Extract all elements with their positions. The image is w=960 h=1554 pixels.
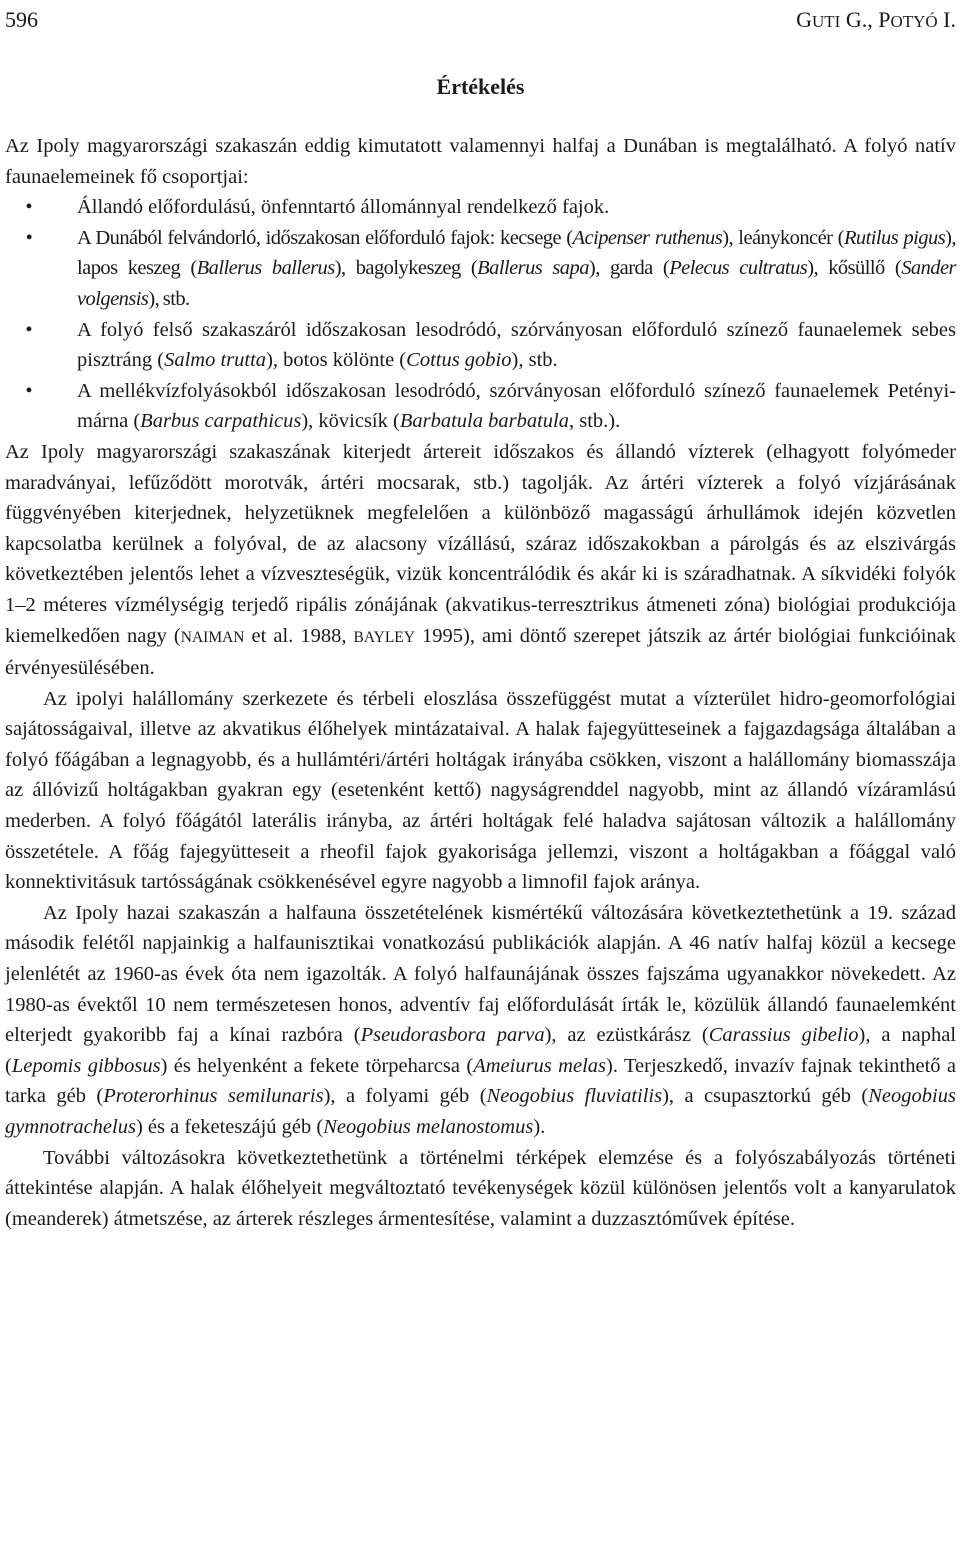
species-name: Ballerus sapa	[477, 257, 589, 280]
species-name: Carassius gibelio	[708, 1024, 859, 1047]
text-run: ) és helyenként a fekete törpeharcsa (	[160, 1054, 474, 1077]
citation-author: BAYLEY	[353, 628, 415, 646]
text-run: ), a naphal (	[5, 1024, 957, 1077]
species-name: Cottus gobio	[406, 349, 512, 372]
text-run: ), az ezüstkárász (	[544, 1024, 709, 1047]
list-item	[5, 376, 956, 437]
text-run: ), a csupasztorkú géb (	[662, 1085, 869, 1108]
text-run: ) és a feketeszájú géb (	[135, 1116, 324, 1138]
list-item	[5, 315, 956, 376]
text-run: Az Ipoly magyarországi szakaszának kiterjedt ártereit időszakos és állandó vízterek (elhagyott folyómeder maradványai, lefűződött morotvák, ártéri mocsarak, stb.) tagolják. Az ártéri vízterek a folyó vízjárásának függvényében kiterjednek, helyzetüknek megfelelően a különböző magasságú árhullámok idején közvetlen kapcsolatba kerülnek a folyóval, de az alacsony vízállású, száraz időszakokban a párolgás és az elszivárgás következtében jelentős lehet a vízveszteségük, vizük koncentrálódik és akár ki is száradhatnak. A síkvidéki folyók 1–2 méteres vízmélységig terjedő ripális zónájának (akvatikus-terresztrikus átmeneti zóna) biológiai produkciója kiemelkedően nagy (	[5, 440, 956, 647]
text-run: et al. 1988,	[244, 624, 354, 647]
text-run: ), a folyami géb (	[323, 1085, 487, 1108]
text-run: ), stb.	[148, 287, 190, 310]
list-item-text	[77, 319, 956, 372]
text-run: ), stb.	[511, 349, 558, 372]
species-name: Barbatula barbatula	[399, 410, 569, 433]
list-item-text	[77, 227, 956, 310]
species-name: Neogobius gymnotrachelus	[5, 1085, 956, 1138]
list-item	[5, 223, 956, 315]
text-run: ). Terjeszkedő, invazív fajnak tekinthető a tarka géb (	[5, 1054, 956, 1108]
text-run: A Dunából felvándorló, időszakosan előforduló fajok: kecsege (	[77, 226, 573, 249]
text-run: , stb.).	[568, 410, 621, 433]
bullet-icon: •	[25, 318, 33, 341]
text-run: Az ipolyi halállomány szerkezete és térbeli eloszlása összefüggést mutat a vízterület hidro-geomorfológiai sajátosságaival, illetve az akvatikus élőhelyek mintázataival. A halak fajegyütteseinek a fajgazdagsága általában a folyó főágában a legnagyobb, és a hullámtéri/ártéri holtágak irányába csökken, viszont a halállomány biomasszája az állóvizű holtágakban gyakran egy (esetenként kettő) nagyságrenddel nagyobb, mint az állandó vízáramlású mederben. A folyó főágától laterális irányba, az ártéri holtágak felé haladva sajátosan változik a halállomány összetétele. A főág fajegyütteseit a rheofil fajok gyakorisága jellemzi, viszont a holtágakban a főággal való konnektivitásuk tartósságának csökkenésével egyre nagyobb a limnofil fajok aránya.	[5, 687, 956, 894]
list-item-text	[77, 196, 609, 218]
citation-author: NAIMAN	[180, 628, 245, 646]
text-run: ).	[533, 1116, 546, 1138]
species-name: Proterorhinus semilunaris	[103, 1085, 324, 1108]
running-header	[5, 0, 956, 40]
list-item	[5, 192, 956, 223]
bullet-icon: •	[25, 379, 33, 402]
species-name: Neogobius melanostomus	[323, 1116, 534, 1138]
species-name: Salmo trutta	[164, 349, 267, 372]
species-name: Rutilus pigus	[843, 226, 946, 249]
text-run: Állandó előfordulású, önfenntartó állománnyal rendelkező fajok.	[77, 196, 610, 219]
text-run: A mellékvízfolyásokból időszakosan lesodródó, szórványosan előforduló színező faunaelemek Petényi-márna (	[77, 379, 956, 433]
text-run: Az Ipoly hazai szakaszán a halfauna összetételének kismértékű változására következtethetünk a 19. század második felétől napjainkig a halfaunisztikai vonatkozású publikációk alapján. A 46 natív halfaj közül a kecsege jelenlétét az 1960-as évek óta nem igazolták. A folyó halfaunájának összes fajszáma ugyanakkor növekedett. Az 1980-as évektől 10 nem természetesen honos, adventív faj előfordulását írták le, közülük állandó faunaelemként elterjedt gyakoribb faj a kínai razbóra (	[5, 901, 956, 1047]
species-name: Lepomis gibbosus	[11, 1054, 161, 1077]
text-run: A folyó felső szakaszáról időszakosan lesodródó, szórványosan előforduló színező faunaelemek sebes pisztráng (	[77, 318, 956, 372]
text-run: ), lapos keszeg (	[77, 226, 956, 280]
text-run: 1995), ami döntő szerepet játszik az ártér biológiai funkcióinak érvényesülésében.	[5, 624, 956, 680]
species-name: Sander volgensis	[77, 257, 956, 310]
body-paragraph	[5, 437, 956, 684]
species-name: Ameiurus melas	[473, 1054, 606, 1077]
text-run: További változásokra következtethetünk a történelmi térképek elemzése és a folyószabályozás történeti áttekintése alapján. A halak élőhelyeit megváltoztató tevékenységek közül különösen jelentős volt a kanyarulatok (meanderek) átmetszése, az árterek részleges ármentesítése, valamint a duzzasztóművek építése.	[5, 1146, 956, 1230]
body-paragraph	[5, 1143, 956, 1235]
body-paragraph	[5, 898, 956, 1143]
species-name: Barbus carpathicus	[140, 410, 302, 433]
text-run: ), kősüllő (	[807, 257, 902, 280]
bullet-icon: •	[25, 226, 33, 249]
species-name: Acipenser ruthenus	[572, 226, 723, 249]
faunal-groups-list	[5, 192, 956, 437]
species-name: Neogobius fluviatilis	[486, 1085, 663, 1108]
list-item-text	[77, 380, 956, 433]
species-name: Pseudorasbora parva	[360, 1024, 545, 1047]
bullet-icon: •	[25, 196, 33, 219]
body-paragraph	[5, 684, 956, 898]
page-number: 596	[5, 7, 38, 32]
text-run: ), bagolykeszeg (	[334, 257, 478, 280]
text-run: ), kövicsík (	[301, 410, 400, 433]
intro-paragraph: Az Ipoly magyarországi szakaszán eddig kimutatott valamennyi halfaj a Dunában is megtalálható. A folyó natív faunaelemeinek fő csoportjai:	[5, 135, 956, 188]
species-name: Pelecus cultratus	[669, 257, 808, 280]
species-name: Ballerus ballerus	[196, 257, 335, 280]
text-run: ), garda (	[588, 257, 670, 280]
text-run: ), botos kölönte (	[266, 349, 407, 372]
text-run: ), leánykoncér (	[722, 226, 844, 249]
running-head-authors: GUTI G., POTYÓ I.	[796, 7, 956, 32]
section-title: Értékelés	[436, 74, 525, 99]
